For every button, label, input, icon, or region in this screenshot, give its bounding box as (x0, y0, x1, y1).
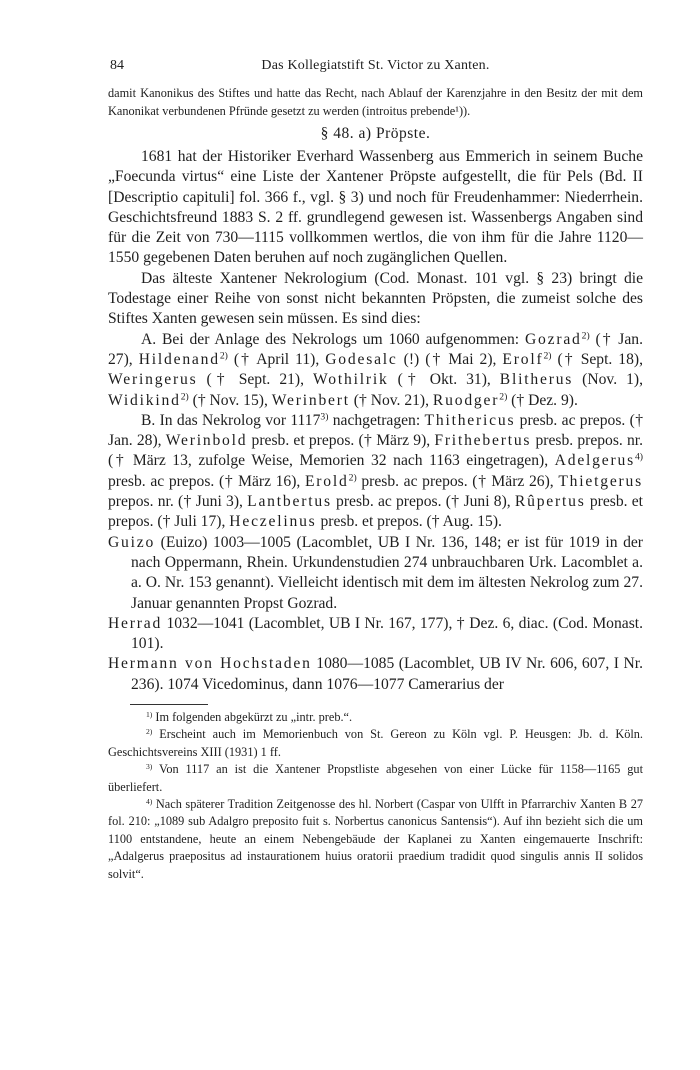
provost-name: Werinbert (271, 391, 350, 409)
footnote-1: $^{1)}$ Im folgenden abgekürzt zu „intr. preb.“. (146, 709, 353, 725)
entry-name: Hermann von Hochstaden (108, 655, 312, 673)
footnote-3: $^{3)}$ Von 1117 an ist die Xantener Propstliste abgesehen von einer Lücke für 1158—1165 gut überliefert. (108, 762, 643, 794)
provost-name: Frithebertus (434, 432, 532, 450)
provost-name: Adelgerus (554, 452, 635, 470)
entry-name: Herrad (108, 614, 163, 632)
provost-entry-hermann: Hermann von Hochstaden 1080—1085 (Lacomblet, UB IV Nr. 606, 607, I Nr. 236). 1074 Vicedominus, dann 1076—1077 Camerarius der (108, 655, 644, 693)
footnote-2: $^{2)}$ Erscheint auch im Memorienbuch von St. Gereon zu Köln vgl. P. Heusgen: Jb. d. Köln. Geschichtsvereins XIII (1931) 1 ff. (108, 727, 643, 759)
running-title: Das Kollegiatstift St. Victor zu Xanten. (261, 58, 490, 73)
list-a-paragraph: A. Bei der Anlage des Nekrologs um 1060 aufgenommen: Gozrad$^{2)}$ († Jan. 27), Hildenand$^{2)}$ († April 11), Godesalc (!) († Mai 2), Erolf$^{2)}$ († Sept. 18), Weringerus († Sept. 21), Wothilrik († Okt. 31), Blitherus (Nov. 1), Widikind$^{2)}$ († Nov. 15), Werinbert († Nov. 21), Ruodger$^{2)}$ († Dez. 9). (108, 330, 643, 409)
provost-name: Thithericus (424, 411, 516, 429)
provost-name: Lantbertus (247, 493, 332, 511)
provost-name: Widikind (108, 391, 181, 409)
page-number: 84 (110, 58, 124, 73)
provost-name: Rûpertus (514, 493, 586, 511)
provost-name: Weringerus (108, 371, 198, 389)
provost-name: Ruodger (432, 391, 500, 409)
necrology-paragraph: Das älteste Xantener Nekrologium (Cod. Monast. 101 vgl. § 23) bringt die Todestage einer Reihe von sonst nicht bekannten Pröpsten, die zumeist solche des Stiftes Xanten gewesen sein müssen. Es sind dies: (108, 269, 643, 328)
footnote-divider (130, 704, 208, 705)
provost-entry-guizo: Guizo (Euizo) 1003—1005 (Lacomblet, UB I Nr. 136, 148; er ist für 1019 in der nach Oppermann, Rhein. Urkundenstudien 274 unbrauchbaren Urk. Lacomblet a. a. O. Nr. 153 genannt). Vielleicht identisch mit dem im ältesten Nekrolog zum 27. Januar genannten Propst Gozrad. (108, 533, 643, 612)
provost-entry-herrad: Herrad 1032—1041 (Lacomblet, UB I Nr. 167, 177), † Dez. 6, diac. (Cod. Monast. 101). (108, 614, 643, 653)
provost-name: Werinbold (165, 432, 248, 450)
footnote-4: $^{4)}$ Nach späterer Tradition Zeitgenosse des hl. Norbert (Caspar von Ulfft in Pfarrarchiv Xanten B 27 fol. 210: „1089 sub Adalgro preposito fuit s. Norbertus canonicus Santensis“). Auf ihn bezieht sich die um 1100 entstandene, heute an einem Nebengebäude der Kaplanei zu Xanten eingemauerte Inschrift: „Adalgerus praepositus ad instaurationem huius oratorii praedium tradidit quod singulis annis II solidos solvit“. (108, 796, 643, 881)
provost-name: Thietgerus (558, 472, 643, 490)
section-title: § 48. a) Pröpste. (320, 125, 431, 142)
list-b-paragraph: B. In das Nekrolog vor 1117$^{3)}$ nachgetragen: Thithericus presb. ac prepos. († Jan. 28), Werinbold presb. et prepos. († März 9), Frithebertus presb. prepos. nr. († März 13, zufolge Weise, Memorien 32 nach 1163 eingetragen), Adelgerus$^{4)}$ presb. ac prepos. († März 16), Erold$^{2)}$ presb. ac prepos. († März 26), Thietgerus prepos. nr. († Juni 3), Lantbertus presb. ac prepos. († Juni 8), Rûpertus presb. et prepos. († Juli 17), Heczelinus presb. et prepos. († Aug. 15). (108, 411, 644, 531)
provost-name: Erolf (502, 350, 544, 368)
provost-name: Heczelinus (229, 513, 317, 531)
provost-name: Gozrad (524, 330, 582, 348)
entry-name: Guizo (108, 533, 156, 551)
document-page (108, 58, 643, 883)
intro-paragraph: 1681 hat der Historiker Everhard Wassenberg aus Emmerich in seinem Buche „Foecunda virtus“ eine Liste der Xantener Pröpste aufgestellt, die für Pels (Bd. II [Descriptio capituli] fol. 366 f., vgl. § 3) und noch für Freudenhammer: Niederrhein. Geschichtsfreund 1883 S. 2 ff. grundlegend gewesen ist. Wassenbergs Angaben sind für die Zeit von 730—1115 vollkommen wertlos, die von ihm für die Jahre 1120—1550 gegebenen Daten beruhen auf noch zugänglichen Quellen. (108, 148, 643, 267)
provost-name: Hildenand (138, 350, 220, 368)
provost-name: Erold (304, 472, 349, 490)
provost-name: Wothilrik (313, 371, 389, 389)
continuation-text: damit Kanonikus des Stiftes und hatte das Recht, nach Ablauf der Karenzjahre in den Besitz der mit dem Kanonikat verbundenen Pfründe gesetzt zu werden (introitus prebende¹)). (108, 86, 643, 118)
provost-name: Blitherus (499, 371, 574, 389)
page-header (108, 58, 643, 80)
provost-name: Godesalc (325, 350, 398, 368)
